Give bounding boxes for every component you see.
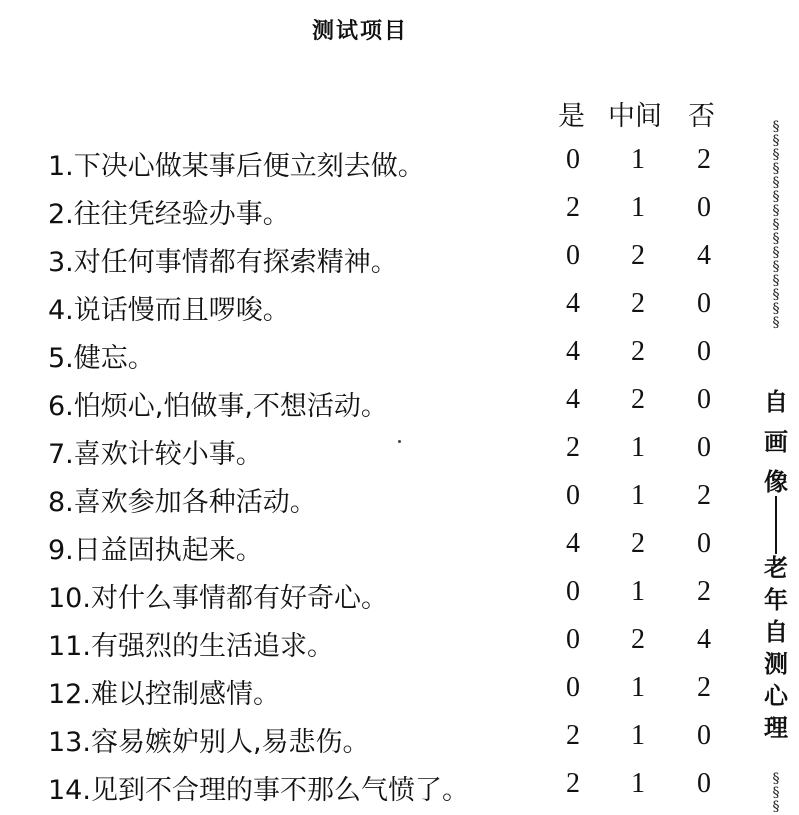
score-middle: 1 bbox=[631, 432, 645, 463]
item-text: 10.对什么事情都有好奇心。 bbox=[48, 583, 388, 614]
scroll-ornament-icon: § § § bbox=[772, 772, 780, 812]
score-middle: 1 bbox=[631, 480, 645, 511]
column-header-middle: 中间 bbox=[608, 101, 662, 132]
score-middle: 1 bbox=[631, 576, 645, 607]
scroll-ornament-icon: § § § § § § § § § § § § § § § bbox=[772, 120, 780, 331]
test-item-row bbox=[48, 240, 738, 280]
score-middle: 2 bbox=[631, 624, 645, 655]
score-yes: 0 bbox=[566, 624, 580, 655]
test-item-row bbox=[48, 336, 738, 376]
item-text: 6.怕烦心,怕做事,不想活动。 bbox=[48, 391, 388, 422]
test-item-row bbox=[48, 528, 738, 568]
page-title: 测试项目 bbox=[311, 19, 408, 44]
column-header-no: 否 bbox=[688, 101, 715, 132]
score-middle: 1 bbox=[631, 192, 645, 223]
item-text: 2.往往凭经验办事。 bbox=[48, 199, 290, 230]
stray-mark bbox=[398, 440, 401, 443]
score-middle: 1 bbox=[631, 672, 645, 703]
test-item-row bbox=[48, 432, 738, 472]
item-text: 5.健忘。 bbox=[48, 343, 155, 374]
score-no: 2 bbox=[697, 576, 711, 607]
score-no: 0 bbox=[697, 384, 711, 415]
score-yes: 0 bbox=[566, 144, 580, 175]
score-no: 4 bbox=[697, 624, 711, 655]
score-no: 0 bbox=[697, 336, 711, 367]
score-yes: 4 bbox=[566, 384, 580, 415]
item-text: 12.难以控制感情。 bbox=[48, 679, 280, 710]
score-no: 2 bbox=[697, 480, 711, 511]
item-text: 14.见到不合理的事不那么气愤了。 bbox=[48, 775, 469, 806]
score-yes: 0 bbox=[566, 672, 580, 703]
score-middle: 2 bbox=[631, 288, 645, 319]
test-item-row bbox=[48, 624, 738, 664]
item-text: 4.说话慢而且啰唆。 bbox=[48, 295, 290, 326]
score-no: 0 bbox=[697, 192, 711, 223]
score-yes: 2 bbox=[566, 192, 580, 223]
score-middle: 1 bbox=[631, 144, 645, 175]
score-no: 4 bbox=[697, 240, 711, 271]
sidebar-top-label-text: 自画像 bbox=[764, 388, 788, 496]
score-middle: 2 bbox=[631, 528, 645, 559]
test-item-row bbox=[48, 720, 738, 760]
score-middle: 2 bbox=[631, 240, 645, 271]
score-no: 2 bbox=[697, 144, 711, 175]
score-yes: 0 bbox=[566, 576, 580, 607]
test-item-row bbox=[48, 768, 738, 808]
score-yes: 0 bbox=[566, 240, 580, 271]
item-text: 1.下决心做某事后便立刻去做。 bbox=[48, 151, 425, 182]
sidebar-top-label bbox=[760, 382, 792, 502]
score-yes: 2 bbox=[566, 432, 580, 463]
item-text: 7.喜欢计较小事。 bbox=[48, 439, 263, 470]
test-item-row bbox=[48, 192, 738, 232]
score-no: 0 bbox=[697, 528, 711, 559]
score-middle: 2 bbox=[631, 384, 645, 415]
score-no: 2 bbox=[697, 672, 711, 703]
score-yes: 2 bbox=[566, 768, 580, 799]
test-item-row bbox=[48, 480, 738, 520]
sidebar-bottom-label bbox=[760, 552, 792, 748]
test-item-row bbox=[48, 672, 738, 712]
score-yes: 4 bbox=[566, 336, 580, 367]
sidebar-bottom-label-text: 老年自测心理 bbox=[764, 554, 788, 742]
chapter-sidebar bbox=[756, 0, 799, 815]
score-middle: 1 bbox=[631, 768, 645, 799]
score-no: 0 bbox=[697, 720, 711, 751]
test-item-row bbox=[48, 288, 738, 328]
item-text: 8.喜欢参加各种活动。 bbox=[48, 487, 317, 518]
score-no: 0 bbox=[697, 432, 711, 463]
test-item-row bbox=[48, 576, 738, 616]
item-text: 3.对任何事情都有探索精神。 bbox=[48, 247, 398, 278]
score-middle: 1 bbox=[631, 720, 645, 751]
score-yes: 2 bbox=[566, 720, 580, 751]
column-header-yes: 是 bbox=[558, 101, 585, 132]
score-no: 0 bbox=[697, 288, 711, 319]
score-yes: 4 bbox=[566, 528, 580, 559]
item-text: 11.有强烈的生活追求。 bbox=[48, 631, 334, 662]
test-item-row bbox=[48, 144, 738, 184]
item-text: 9.日益固执起来。 bbox=[48, 535, 263, 566]
score-middle: 2 bbox=[631, 336, 645, 367]
test-item-row bbox=[48, 384, 738, 424]
score-no: 0 bbox=[697, 768, 711, 799]
sidebar-dash bbox=[775, 496, 777, 554]
score-yes: 0 bbox=[566, 480, 580, 511]
score-yes: 4 bbox=[566, 288, 580, 319]
item-text: 13.容易嫉妒别人,易悲伤。 bbox=[48, 727, 370, 758]
